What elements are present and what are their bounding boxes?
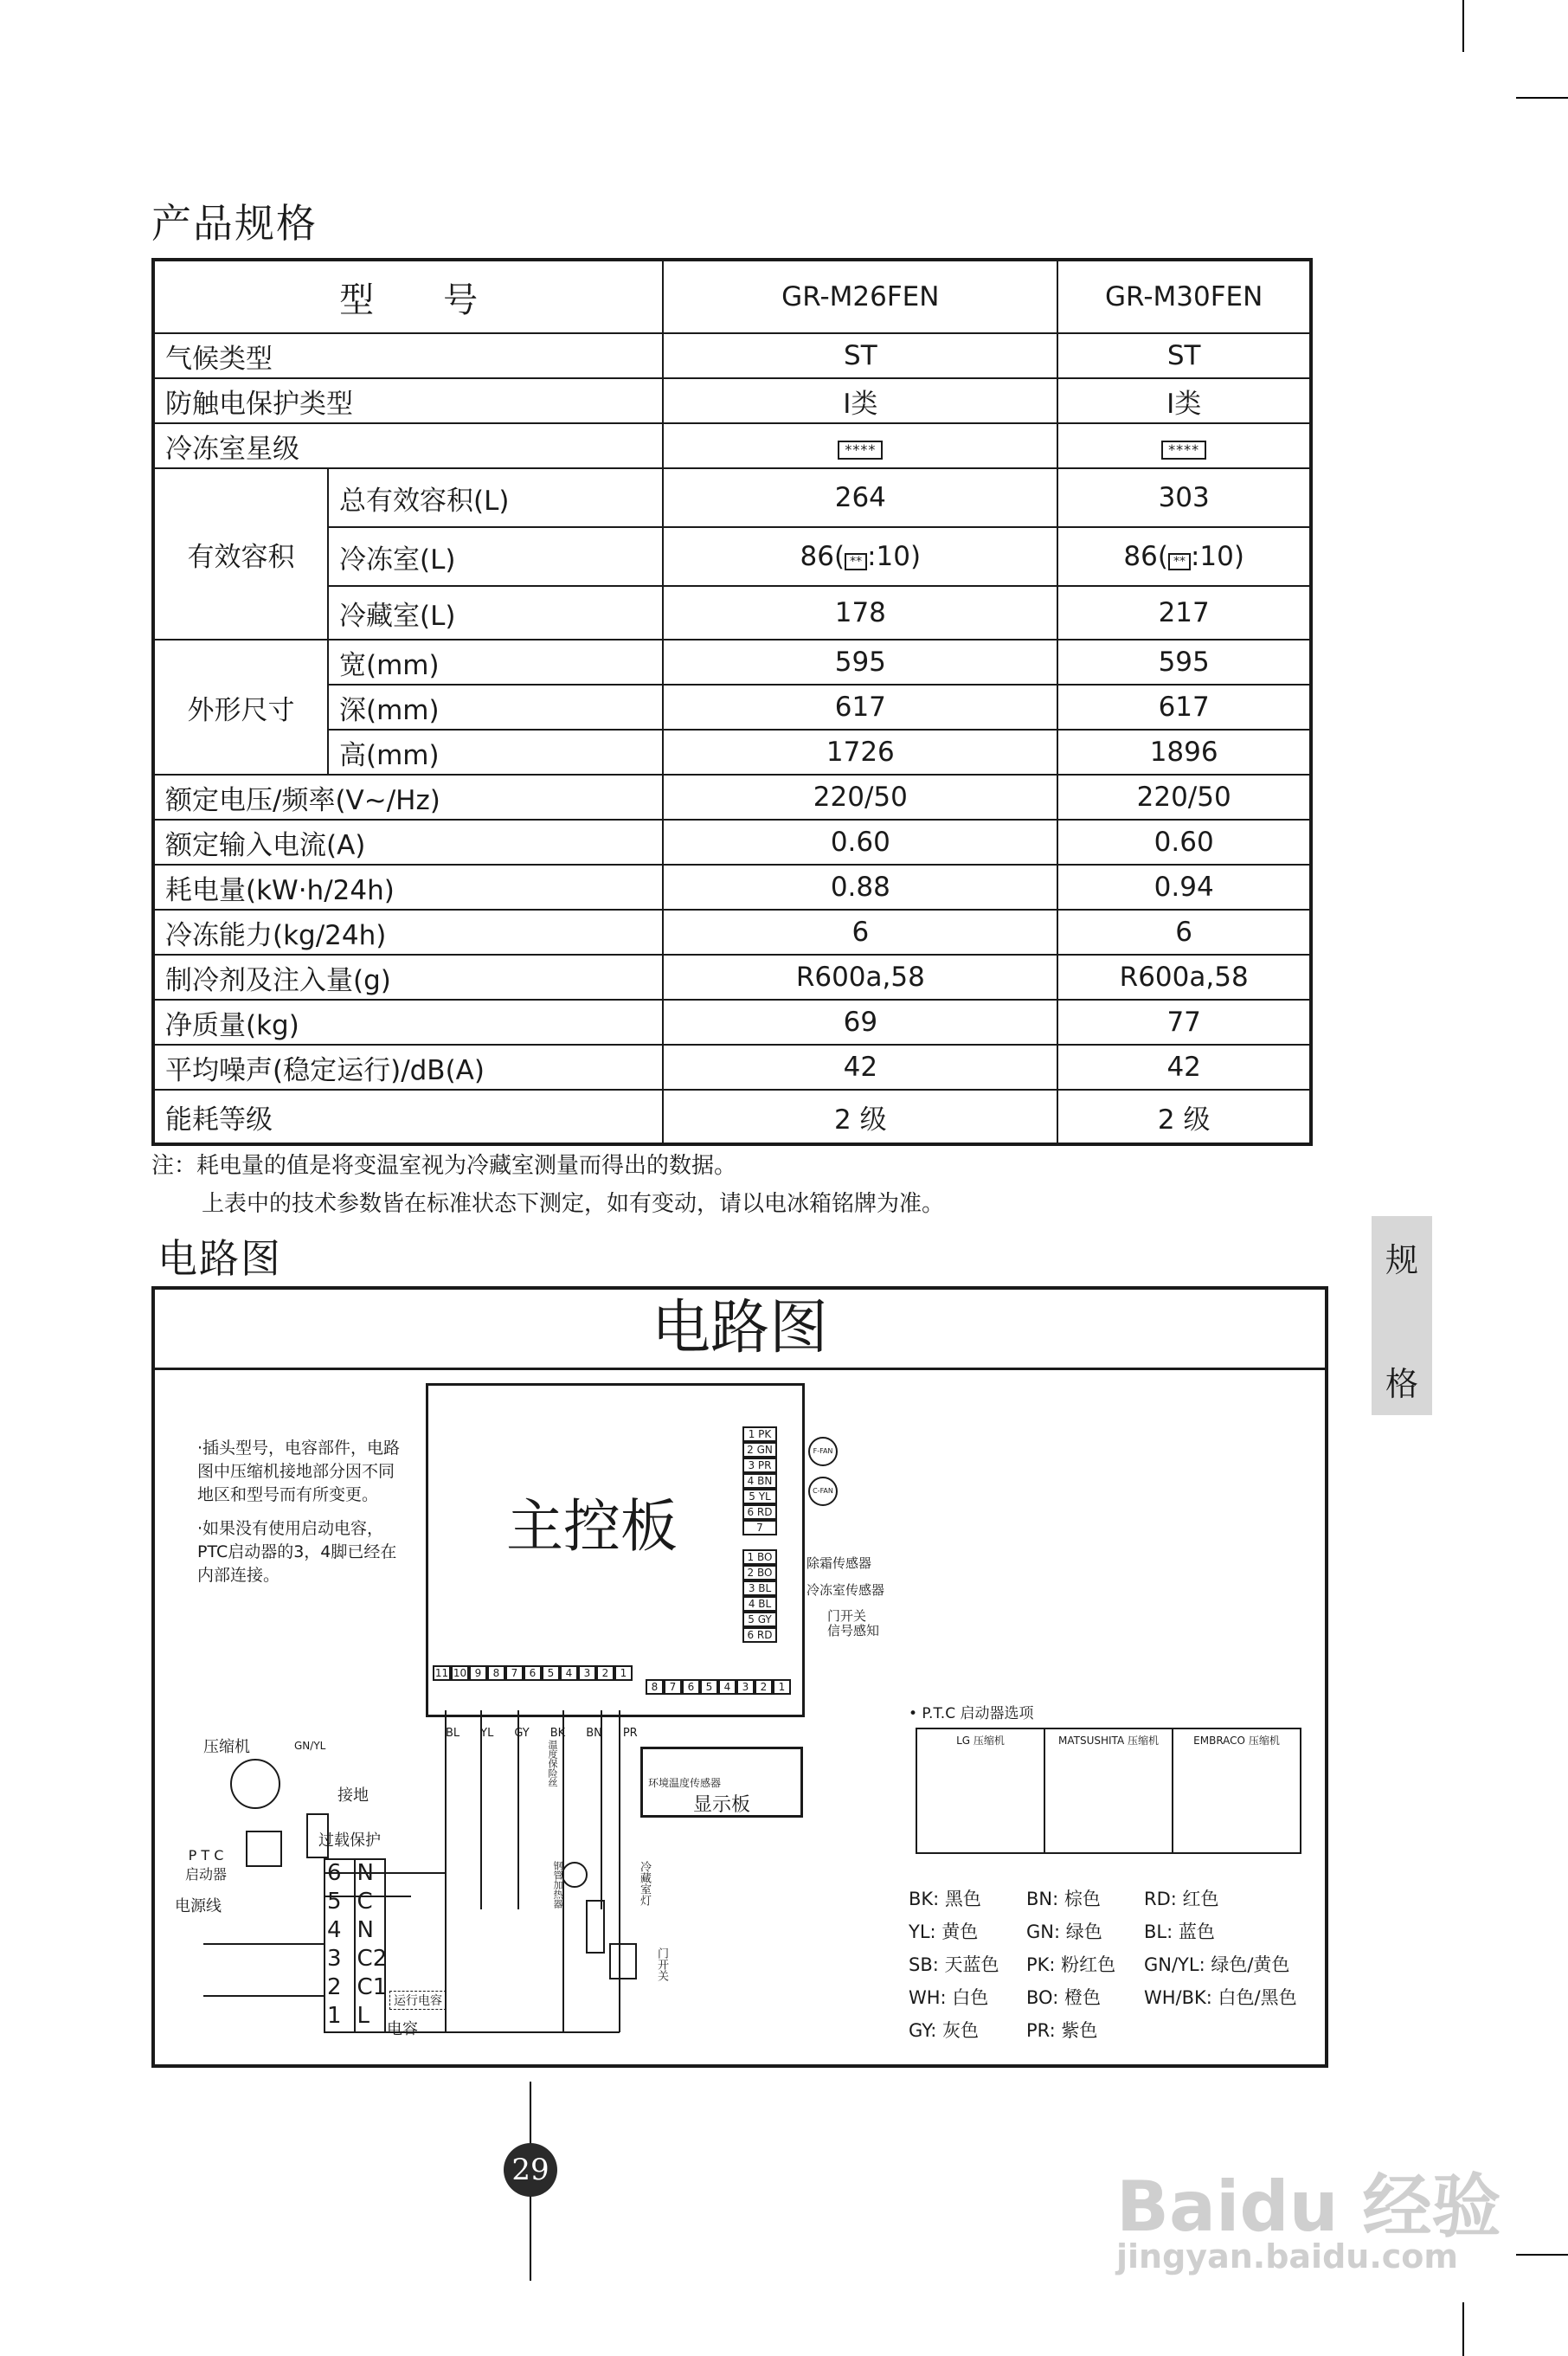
terminal [327, 1916, 387, 1945]
terminal [327, 1859, 387, 1888]
cell-b: ST [1057, 333, 1311, 378]
capacitor-label: 电容 [387, 2020, 418, 2038]
note-line-2: 上表中的技术参数皆在标准状态下测定，如有变动，请以电冰箱铭牌为准。 [202, 1191, 945, 1217]
conn-pin: 5 YL [742, 1489, 777, 1504]
cell-a: 42 [663, 1045, 1057, 1090]
cell-b: 42 [1057, 1045, 1311, 1090]
conn-pin: 6 RD [742, 1504, 777, 1520]
row-label: 冷冻能力(kg/24h) [153, 910, 663, 955]
table-row [153, 1090, 1311, 1144]
legend-row [909, 1984, 1297, 2017]
terminal-tag: C [357, 1889, 373, 1915]
cell-b: 595 [1057, 640, 1311, 685]
terminal [327, 2002, 387, 2031]
conn-pin: 6 [682, 1679, 700, 1695]
legend-item: RD: 红色 [1144, 1889, 1219, 1909]
row-label: 深(mm) [328, 685, 663, 730]
cell-a: 69 [663, 1000, 1057, 1045]
cell-a: R600a,58 [663, 955, 1057, 1000]
cell-a [663, 423, 1057, 468]
terminal-tag: N [357, 1860, 374, 1886]
terminal-num: 4 [327, 1917, 342, 1943]
wire-label: BL [446, 1727, 460, 1740]
legend-item: SB: 天蓝色 [909, 1954, 999, 1975]
legend-item: BL: 蓝色 [1144, 1921, 1215, 1942]
row-label: 高(mm) [328, 730, 663, 775]
conn-pin: 2 BO [742, 1565, 777, 1580]
table-row [153, 378, 1311, 423]
terminal-tag: C2 [357, 1946, 388, 1972]
cell-a: 178 [663, 586, 1057, 640]
ptc-option: LG 压缩机 [917, 1729, 1045, 1852]
run-capacitor-label: 运行电容 [389, 1991, 447, 2010]
crop-mark [1462, 2302, 1464, 2356]
freezer-vol-b: 86( [1123, 541, 1168, 572]
fan-icon: C-FAN [808, 1477, 838, 1506]
terminal-tag: N [357, 1917, 374, 1943]
table-row [153, 820, 1311, 865]
crop-mark [1516, 2254, 1568, 2256]
cell-b: 77 [1057, 1000, 1311, 1045]
cell-b: 217 [1057, 586, 1311, 640]
fuse-label: 温度保险丝 [547, 1740, 558, 1787]
door-switch-label: 门开关 [655, 1947, 668, 1981]
cell-a [663, 527, 1057, 586]
conn-pin: 10 [451, 1665, 469, 1681]
group-label-volume: 有效容积 [153, 468, 328, 640]
table-row [153, 468, 1311, 527]
row-label: 平均噪声(稳定运行)/dB(A) [153, 1045, 663, 1090]
terminal [327, 1888, 387, 1916]
header-label: 型 号 [153, 260, 663, 333]
group-label-size: 外形尺寸 [153, 640, 328, 775]
note-line-1: 注：耗电量的值是将变温室视为冷藏室测量而得出的数据。 [151, 1153, 737, 1179]
diagram-note-1: ·插头型号，电容部件，电路图中压缩机接地部分因不同地区和型号而有所变更。 [197, 1439, 401, 1504]
section-title-spec: 产品规格 [151, 200, 318, 247]
table-row [153, 423, 1311, 468]
lamp-label: 冷藏室灯 [638, 1861, 651, 1906]
cell-b: 6 [1057, 910, 1311, 955]
conn-pin: 8 [487, 1665, 505, 1681]
row-label: 宽(mm) [328, 640, 663, 685]
fan-icon: F-FAN [808, 1437, 838, 1466]
conn-pin: 6 [524, 1665, 542, 1681]
freezer-vol-a-post: :10) [867, 541, 922, 572]
conn-pin: 3 BL [742, 1580, 777, 1596]
watermark-brand: Baidu 经验 [1116, 2166, 1501, 2247]
terminal-tag: L [357, 2003, 370, 2029]
notes [151, 1147, 944, 1223]
row-label: 能耗等级 [153, 1090, 663, 1144]
row-label: 冷藏室(L) [328, 586, 663, 640]
ptc-option: EMBRACO 压缩机 [1193, 1735, 1280, 1747]
legend-item: BO: 橙色 [1026, 1987, 1101, 2008]
star-rating-icon: **** [838, 441, 883, 460]
wire-label: YL [480, 1727, 494, 1740]
section-title-circuit: 电路图 [157, 1235, 282, 1282]
table-row [153, 1000, 1311, 1045]
legend-item: YL: 黄色 [909, 1921, 979, 1942]
gnyl-label: GN/YL [294, 1740, 326, 1752]
cell-b: 2 级 [1057, 1090, 1311, 1144]
cell-b [1057, 423, 1311, 468]
cell-a: 2 级 [663, 1090, 1057, 1144]
terminal-num: 3 [327, 1946, 342, 1972]
switch-label: 信号感知 [827, 1623, 880, 1638]
compressor-label: 压缩机 [203, 1738, 250, 1756]
terminal-num: 6 [327, 1860, 342, 1886]
cell-b: R600a,58 [1057, 955, 1311, 1000]
conn-pin: 1 PK [742, 1426, 777, 1442]
legend-item: GN: 绿色 [1026, 1921, 1102, 1942]
row-label: 制冷剂及注入量(g) [153, 955, 663, 1000]
row-label: 总有效容积(L) [328, 468, 663, 527]
conn-pin: 5 [542, 1665, 560, 1681]
table-row [153, 775, 1311, 820]
table-row [153, 910, 1311, 955]
row-label: 耗电量(kW·h/24h) [153, 865, 663, 910]
conn-pin: 4 [718, 1679, 736, 1695]
ptc-options-title: • P.T.C 启动器选项 [909, 1705, 1034, 1722]
cell-b: I类 [1057, 378, 1311, 423]
cell-a: 220/50 [663, 775, 1057, 820]
cell-b: 220/50 [1057, 775, 1311, 820]
row-label: 额定电压/频率(V~/Hz) [153, 775, 663, 820]
cell-a: I类 [663, 378, 1057, 423]
table-header-row [153, 260, 1311, 333]
conn-pin: 3 PR [742, 1458, 777, 1473]
sensor-label: 除霜传感器 [806, 1555, 872, 1571]
legend-item: GN/YL: 绿色/黄色 [1144, 1954, 1290, 1975]
cell-a: 595 [663, 640, 1057, 685]
terminal-num: 1 [327, 2003, 342, 2029]
diagram-title: 电路图 [155, 1290, 1325, 1370]
side-tab [1372, 1216, 1432, 1415]
conn-pin: 1 [773, 1679, 791, 1695]
display-board-label: 显示板 [692, 1794, 750, 1816]
terminal-labels [327, 1859, 387, 2031]
cell-b [1057, 527, 1311, 586]
cell-a: 1726 [663, 730, 1057, 775]
cell-b: 617 [1057, 685, 1311, 730]
terminal [327, 1973, 387, 2002]
table-row [153, 955, 1311, 1000]
overload-label: 过载保护 [318, 1831, 381, 1850]
row-label: 防触电保护类型 [153, 378, 663, 423]
table-row [153, 640, 1311, 685]
switch-label: 门开关 [827, 1608, 867, 1624]
cell-b: 1896 [1057, 730, 1311, 775]
header-model-a: GR-M26FEN [663, 260, 1057, 333]
conn-pin: 1 BO [742, 1549, 777, 1565]
ground-label: 接地 [337, 1786, 369, 1805]
conn-pin: 1 [614, 1665, 633, 1681]
cell-a: ST [663, 333, 1057, 378]
star-mini-icon: ** [845, 553, 867, 570]
conn-pin: 2 GN [742, 1442, 777, 1458]
side-tab-char-2: 格 [1385, 1365, 1418, 1403]
wire-label: BK [549, 1727, 566, 1740]
main-board-label: 主控板 [506, 1493, 678, 1560]
conn-pin: 8 [646, 1679, 664, 1695]
conn-pin: 3 [578, 1665, 596, 1681]
row-label: 额定输入电流(A) [153, 820, 663, 865]
cell-a: 0.60 [663, 820, 1057, 865]
legend-item: BK: 黑色 [909, 1889, 981, 1909]
row-label: 冷冻室(L) [328, 527, 663, 586]
ptc-icon [247, 1831, 281, 1866]
cell-b: 303 [1057, 468, 1311, 527]
header-model-b: GR-M30FEN [1057, 260, 1311, 333]
legend-row [909, 1885, 1297, 1918]
legend-item: PR: 紫色 [1026, 2020, 1098, 2041]
ptc-label: P T C 启动器 [185, 1847, 228, 1883]
conn-pin: 7 [664, 1679, 682, 1695]
legend-item: GY: 灰色 [909, 2020, 980, 2041]
conn-pin: 2 [596, 1665, 614, 1681]
table-row [153, 1045, 1311, 1090]
legend-item: BN: 棕色 [1026, 1889, 1101, 1909]
power-cord-label: 电源线 [175, 1897, 222, 1915]
row-label: 冷冻室星级 [153, 423, 663, 468]
conn-pin: 2 [755, 1679, 773, 1695]
crop-mark [1462, 0, 1464, 52]
cell-b: 0.94 [1057, 865, 1311, 910]
terminal-tag: C1 [357, 1974, 388, 2000]
star-mini-icon: ** [1168, 553, 1191, 570]
conn-pin: 4 [560, 1665, 578, 1681]
conn-pin: 7 [742, 1520, 777, 1535]
table-row [153, 333, 1311, 378]
ptc-option: MATSUSHITA 压缩机 [1045, 1729, 1173, 1852]
freezer-vol-b-post: :10) [1190, 541, 1244, 572]
compressor-icon [231, 1760, 280, 1808]
terminal-num: 5 [327, 1889, 342, 1915]
legend-item: PK: 粉红色 [1026, 1954, 1116, 1975]
ptc-options-table [916, 1728, 1301, 1854]
conn-pin: 5 GY [742, 1612, 777, 1627]
freezer-vol-a: 86( [800, 541, 845, 572]
conn-pin: 4 BN [742, 1473, 777, 1489]
display-sensor-label: 环境温度传感器 [648, 1777, 722, 1789]
cell-b: 0.60 [1057, 820, 1311, 865]
terminal [327, 1945, 387, 1973]
conn-pin: 3 [736, 1679, 755, 1695]
watermark-url: jingyan.baidu.com [1116, 2237, 1458, 2276]
conn-pin: 5 [700, 1679, 718, 1695]
heater-label: 钢管加热器 [552, 1861, 563, 1909]
side-tab-char-1: 规 [1385, 1241, 1418, 1279]
wire-label: BN [586, 1727, 602, 1740]
cell-a: 264 [663, 468, 1057, 527]
spec-table [151, 258, 1313, 1146]
diagram-note-2: ·如果没有使用启动电容，PTC启动器的3，4脚已经在内部连接。 [197, 1519, 397, 1585]
cell-a: 0.88 [663, 865, 1057, 910]
cell-a: 617 [663, 685, 1057, 730]
legend-row [909, 1951, 1297, 1984]
color-legend [909, 1885, 1297, 2050]
cell-a: 6 [663, 910, 1057, 955]
sensor-label: 冷冻室传感器 [806, 1582, 885, 1598]
lamp-icon [562, 1863, 587, 1887]
wire-label: PR [622, 1727, 638, 1740]
star-rating-icon: **** [1161, 441, 1206, 460]
legend-item: WH: 白色 [909, 1987, 989, 2008]
table-row [153, 865, 1311, 910]
row-label: 气候类型 [153, 333, 663, 378]
conn-pin: 7 [505, 1665, 524, 1681]
legend-row [909, 1918, 1297, 1951]
legend-item: WH/BK: 白色/黑色 [1144, 1987, 1297, 2008]
legend-row [909, 2017, 1297, 2050]
door-switch-icon [610, 1944, 636, 1979]
crop-mark [1516, 97, 1568, 99]
page-number: 29 [504, 2143, 557, 2197]
row-label: 净质量(kg) [153, 1000, 663, 1045]
terminal-num: 2 [327, 1974, 342, 2000]
wire-label: GY [514, 1727, 530, 1740]
conn-pin: 11 [433, 1665, 451, 1681]
conn-pin: 9 [469, 1665, 487, 1681]
conn-pin: 4 BL [742, 1596, 777, 1612]
conn-pin: 6 RD [742, 1627, 777, 1643]
